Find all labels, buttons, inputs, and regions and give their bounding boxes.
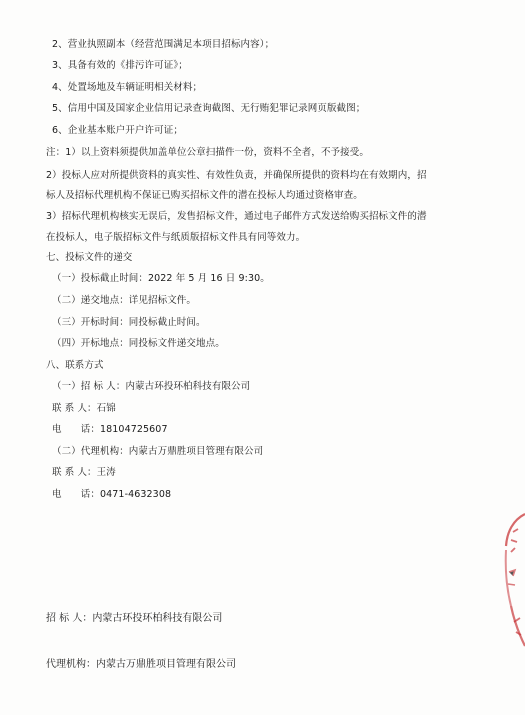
note-2-line-2: 标人及招标代理机构不保证已购买招标文件的潜在投标人均通过资格审查。	[46, 190, 363, 201]
note-1: 注：1）以上资料须提供加盖单位公章扫描件一份，资料不全者，不予接受。	[46, 147, 369, 158]
opening-time-line: （三）开标时间：同投标截止时间。	[52, 317, 206, 328]
requirement-item-2: 2、营业执照副本（经营范围满足本项目招标内容）；	[52, 39, 275, 50]
section-7-heading: 七、投标文件的递交	[46, 252, 133, 263]
requirement-item-6: 6、企业基本账户开户许可证；	[52, 125, 183, 136]
agency-line: （二）代理机构：内蒙古万鼎胜项目管理有限公司	[52, 446, 264, 457]
deadline-line: （一）投标截止时间：2022 年 5 月 16 日 9:30。	[52, 273, 270, 284]
requirement-item-5: 5、信用中国及国家企业信用记录查询截图、无行贿犯罪记录网页版截图；	[52, 103, 366, 114]
requirement-item-4: 4、处置场地及车辆证明相关材料；	[52, 82, 203, 93]
note-3-line-2: 在投标人，电子版招标文件与纸质版招标文件具有同等效力。	[46, 232, 306, 243]
requirement-item-3: 3、具备有效的《排污许可证》；	[52, 60, 188, 71]
note-2-line-1: 2）投标人应对所提供资料的真实性、有效性负责，并确保所提供的资料均在有效期内，招	[46, 170, 427, 181]
section-8-heading: 八、联系方式	[46, 360, 104, 371]
signature-agency: 代理机构：内蒙古万鼎胜项目管理有限公司	[46, 659, 236, 670]
signature-tenderer: 招 标 人：内蒙古环投环柏科技有限公司	[46, 613, 223, 624]
opening-location-line: （四）开标地点：同投标文件递交地点。	[52, 338, 225, 349]
tenderer-contact-line: 联 系 人：石锦	[52, 403, 116, 414]
agency-phone-line: 电 话：0471-4632308	[52, 489, 172, 500]
tenderer-line: （一）招 标 人：内蒙古环投环柏科技有限公司	[52, 381, 251, 392]
submission-location-line: （二）递交地点：详见招标文件。	[52, 295, 197, 306]
seal-stamp-partial	[499, 510, 525, 650]
agency-contact-line: 联 系 人：王涛	[52, 467, 116, 478]
tenderer-phone-line: 电 话：18104725607	[52, 424, 168, 435]
note-3-line-1: 3）招标代理机构核实无误后，发售招标文件，通过电子邮件方式发送给购买招标文件的潜	[46, 211, 427, 222]
